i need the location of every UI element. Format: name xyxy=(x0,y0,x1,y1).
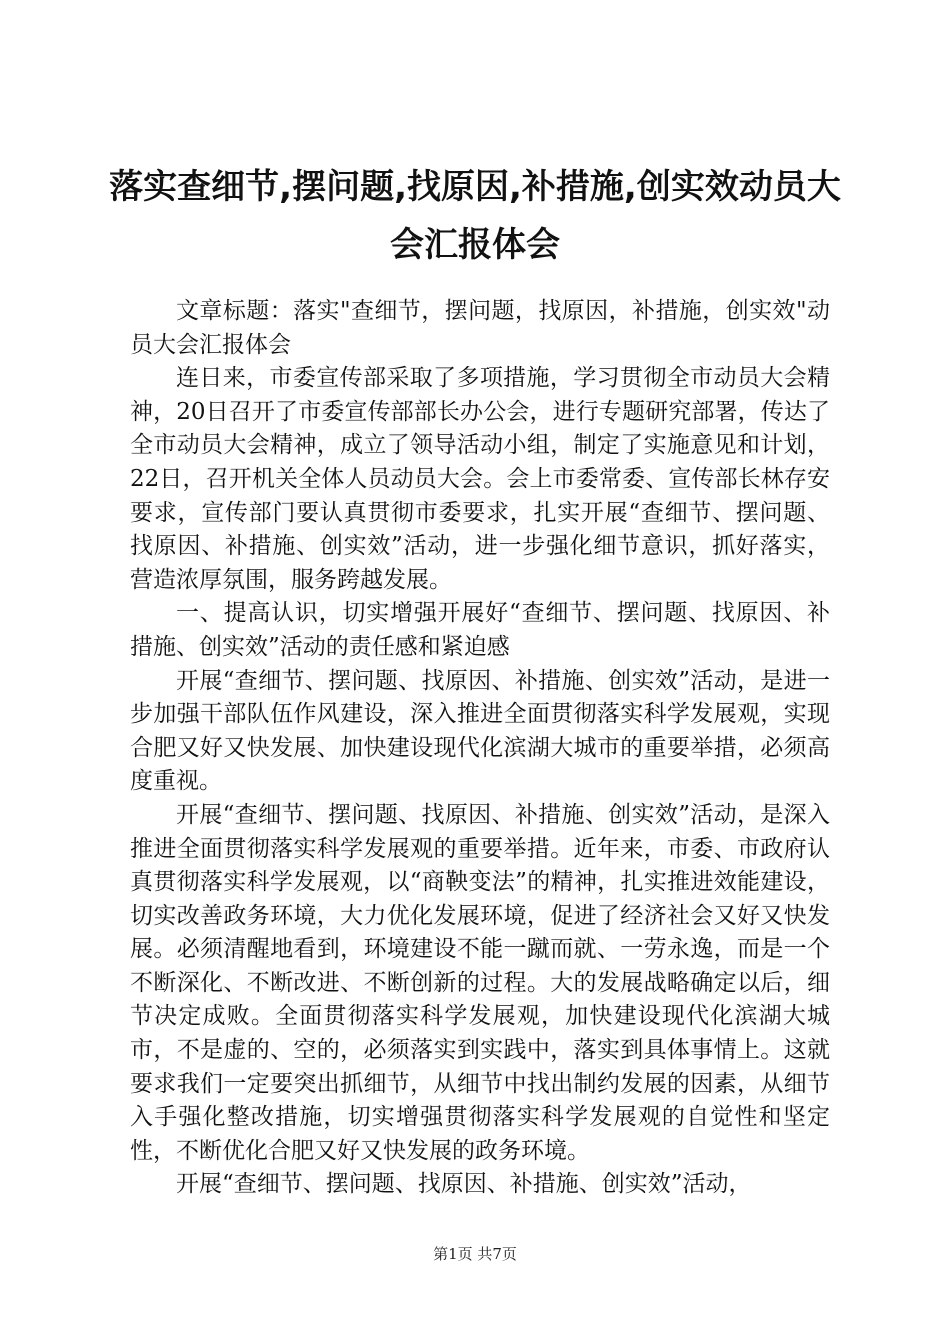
paragraph-body: 开展“查细节、摆问题、找原因、补措施、创实效”活动，是深入推进全面贯彻落实科学发展观的重要举措。近年来，市委、市政府认真贯彻落实科学发展观，以“商鞅变法”的精神，扎实推进效能建设，切实改善政务环境，大力优化发展环境，促进了经济社会又好又快发展。必须清醒地看到，环境建设不能一蹴而就、一劳永逸，而是一个不断深化、不断改进、不断创新的过程。大的发展战略确定以后，细节决定成败。全面贯彻落实科学发展观，加快建设现代化滨湖大城市，不是虚的、空的，必须落实到实践中，落实到具体事情上。这就要求我们一定要突出抓细节，从细节中找出制约发展的因素，从细节入手强化整改措施，切实增强贯彻落实科学发展观的自觉性和坚定性，不断优化合肥又好又快发展的政务环境。 xyxy=(130,801,830,1164)
paragraph-body: 开展“查细节、摆问题、找原因、补措施、创实效”活动， xyxy=(176,1171,752,1198)
document-body xyxy=(130,295,830,1202)
paragraph-intro: 连日来，市委宣传部采取了多项措施，学习贯彻全市动员大会精神，20日召开了市委宣传部部长办公会，进行专题研究部署，传达了全市动员大会精神，成立了领导活动小组，制定了实施意见和计划，22日，召开机关全体人员动员大会。会上市委常委、宣传部长林存安要求，宣传部门要认真贯彻市委要求，扎实开展“查细节、摆问题、找原因、补措施、创实效”活动，进一步强化细节意识，抓好落实，营造浓厚氛围，服务跨越发展。 xyxy=(130,365,830,593)
paragraph-body: 开展“查细节、摆问题、找原因、补措施、创实效”活动，是进一步加强干部队伍作风建设，深入推进全面贯彻落实科学发展观，实现合肥又好又快发展、加快建设现代化滨湖大城市的重要举措，必须高度重视。 xyxy=(130,667,830,795)
document-title: 落实查细节,摆问题,找原因,补措施,创实效动员大会汇报体会 xyxy=(109,167,841,265)
paragraph-article-title: 文章标题：落实"查细节，摆问题，找原因，补措施，创实效"动员大会汇报体会 xyxy=(130,298,830,358)
section-heading-1: 一、提高认识，切实增强开展好“查细节、摆问题、找原因、补措施、创实效”活动的责任感和紧迫感 xyxy=(130,600,830,660)
page-number-footer: 第1页 共7页 xyxy=(433,1245,517,1263)
